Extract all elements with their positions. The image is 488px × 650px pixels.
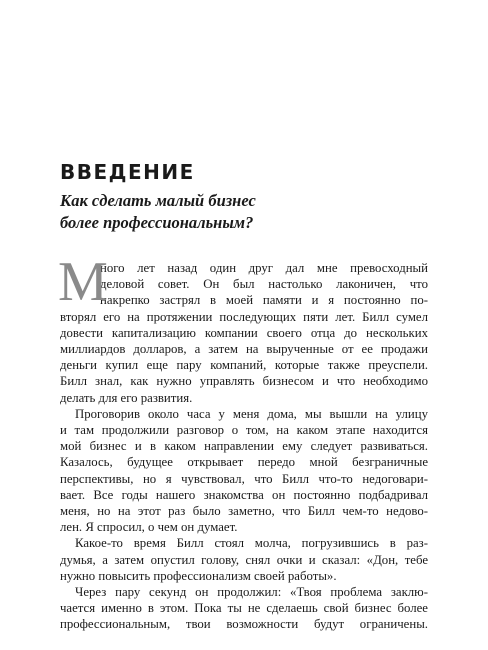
text-line: чается именно в этом. Пока ты не сделаешь свой бизнес более — [60, 601, 428, 616]
text-line: Казалось, будущее открывает передо мной безграничные — [60, 455, 428, 470]
paragraph-4 — [60, 584, 428, 633]
subtitle-line: Как сделать малый бизнес — [60, 191, 256, 210]
text-line: накрепко застрял в моей памяти и я постоянно по- — [100, 293, 428, 308]
text-line: вает. Все годы нашего знакомства он постоянно подбадривал — [60, 487, 428, 502]
text-line: миллиардов долларов, а затем на вырученные от ее продажи — [60, 342, 428, 357]
paragraph-1 — [58, 251, 428, 406]
text-line: перспективы, но я чувствовал, что Билл что-то недоговари- — [60, 471, 428, 486]
chapter-title: ВВЕДЕНИЕ — [60, 160, 195, 184]
chapter-subtitle — [60, 190, 256, 234]
text-line: лен. Я спросил, о чем он думает. — [60, 520, 238, 535]
text-line: профессиональным, твои возможности будут ограничены. — [60, 617, 428, 632]
text-line: Билл знал, как нужно управлять бизнесом и что необходимо — [60, 374, 428, 389]
paragraph-3 — [60, 535, 428, 584]
text-line: ного лет назад один друг дал мне превосходный — [100, 261, 428, 275]
paragraph-2 — [60, 406, 428, 536]
text-line: меня, но на этот раз было заметно, что Билл чем-то недово- — [60, 504, 428, 519]
subtitle-line: более профессиональным? — [60, 213, 254, 232]
text-line: деловой совет. Он был настолько лаконичен, что — [100, 277, 428, 292]
text-line: вторял его на протяжении последующих пяти лет. Билл сумел — [60, 309, 428, 324]
text-line: Проговорив около часа у меня дома, мы вышли на улицу — [75, 406, 428, 421]
text-line: Через пару секунд он продолжил: «Твоя проблема заклю- — [75, 585, 428, 600]
text-line: мой бизнес и в каком направлении ему следует развиваться. — [60, 439, 428, 454]
text-line: Какое-то время Билл стоял молча, погрузившись в раз- — [75, 536, 428, 551]
text-line: думья, а затем опустил голову, снял очки и сказал: «Дон, тебе — [60, 552, 428, 567]
text-line: делать для его развития. — [60, 390, 193, 405]
text-line: довести капитализацию компании своего отца до нескольких — [60, 325, 428, 340]
drop-cap: М — [58, 251, 108, 313]
text-line: и там продолжили разговор о том, на каком этапе находится — [60, 423, 428, 438]
text-line: нужно повысить профессионализм своей работы». — [60, 568, 337, 583]
text-line: деньги купил еще пару компаний, которые также преуспели. — [60, 358, 428, 373]
body-text — [58, 251, 428, 633]
